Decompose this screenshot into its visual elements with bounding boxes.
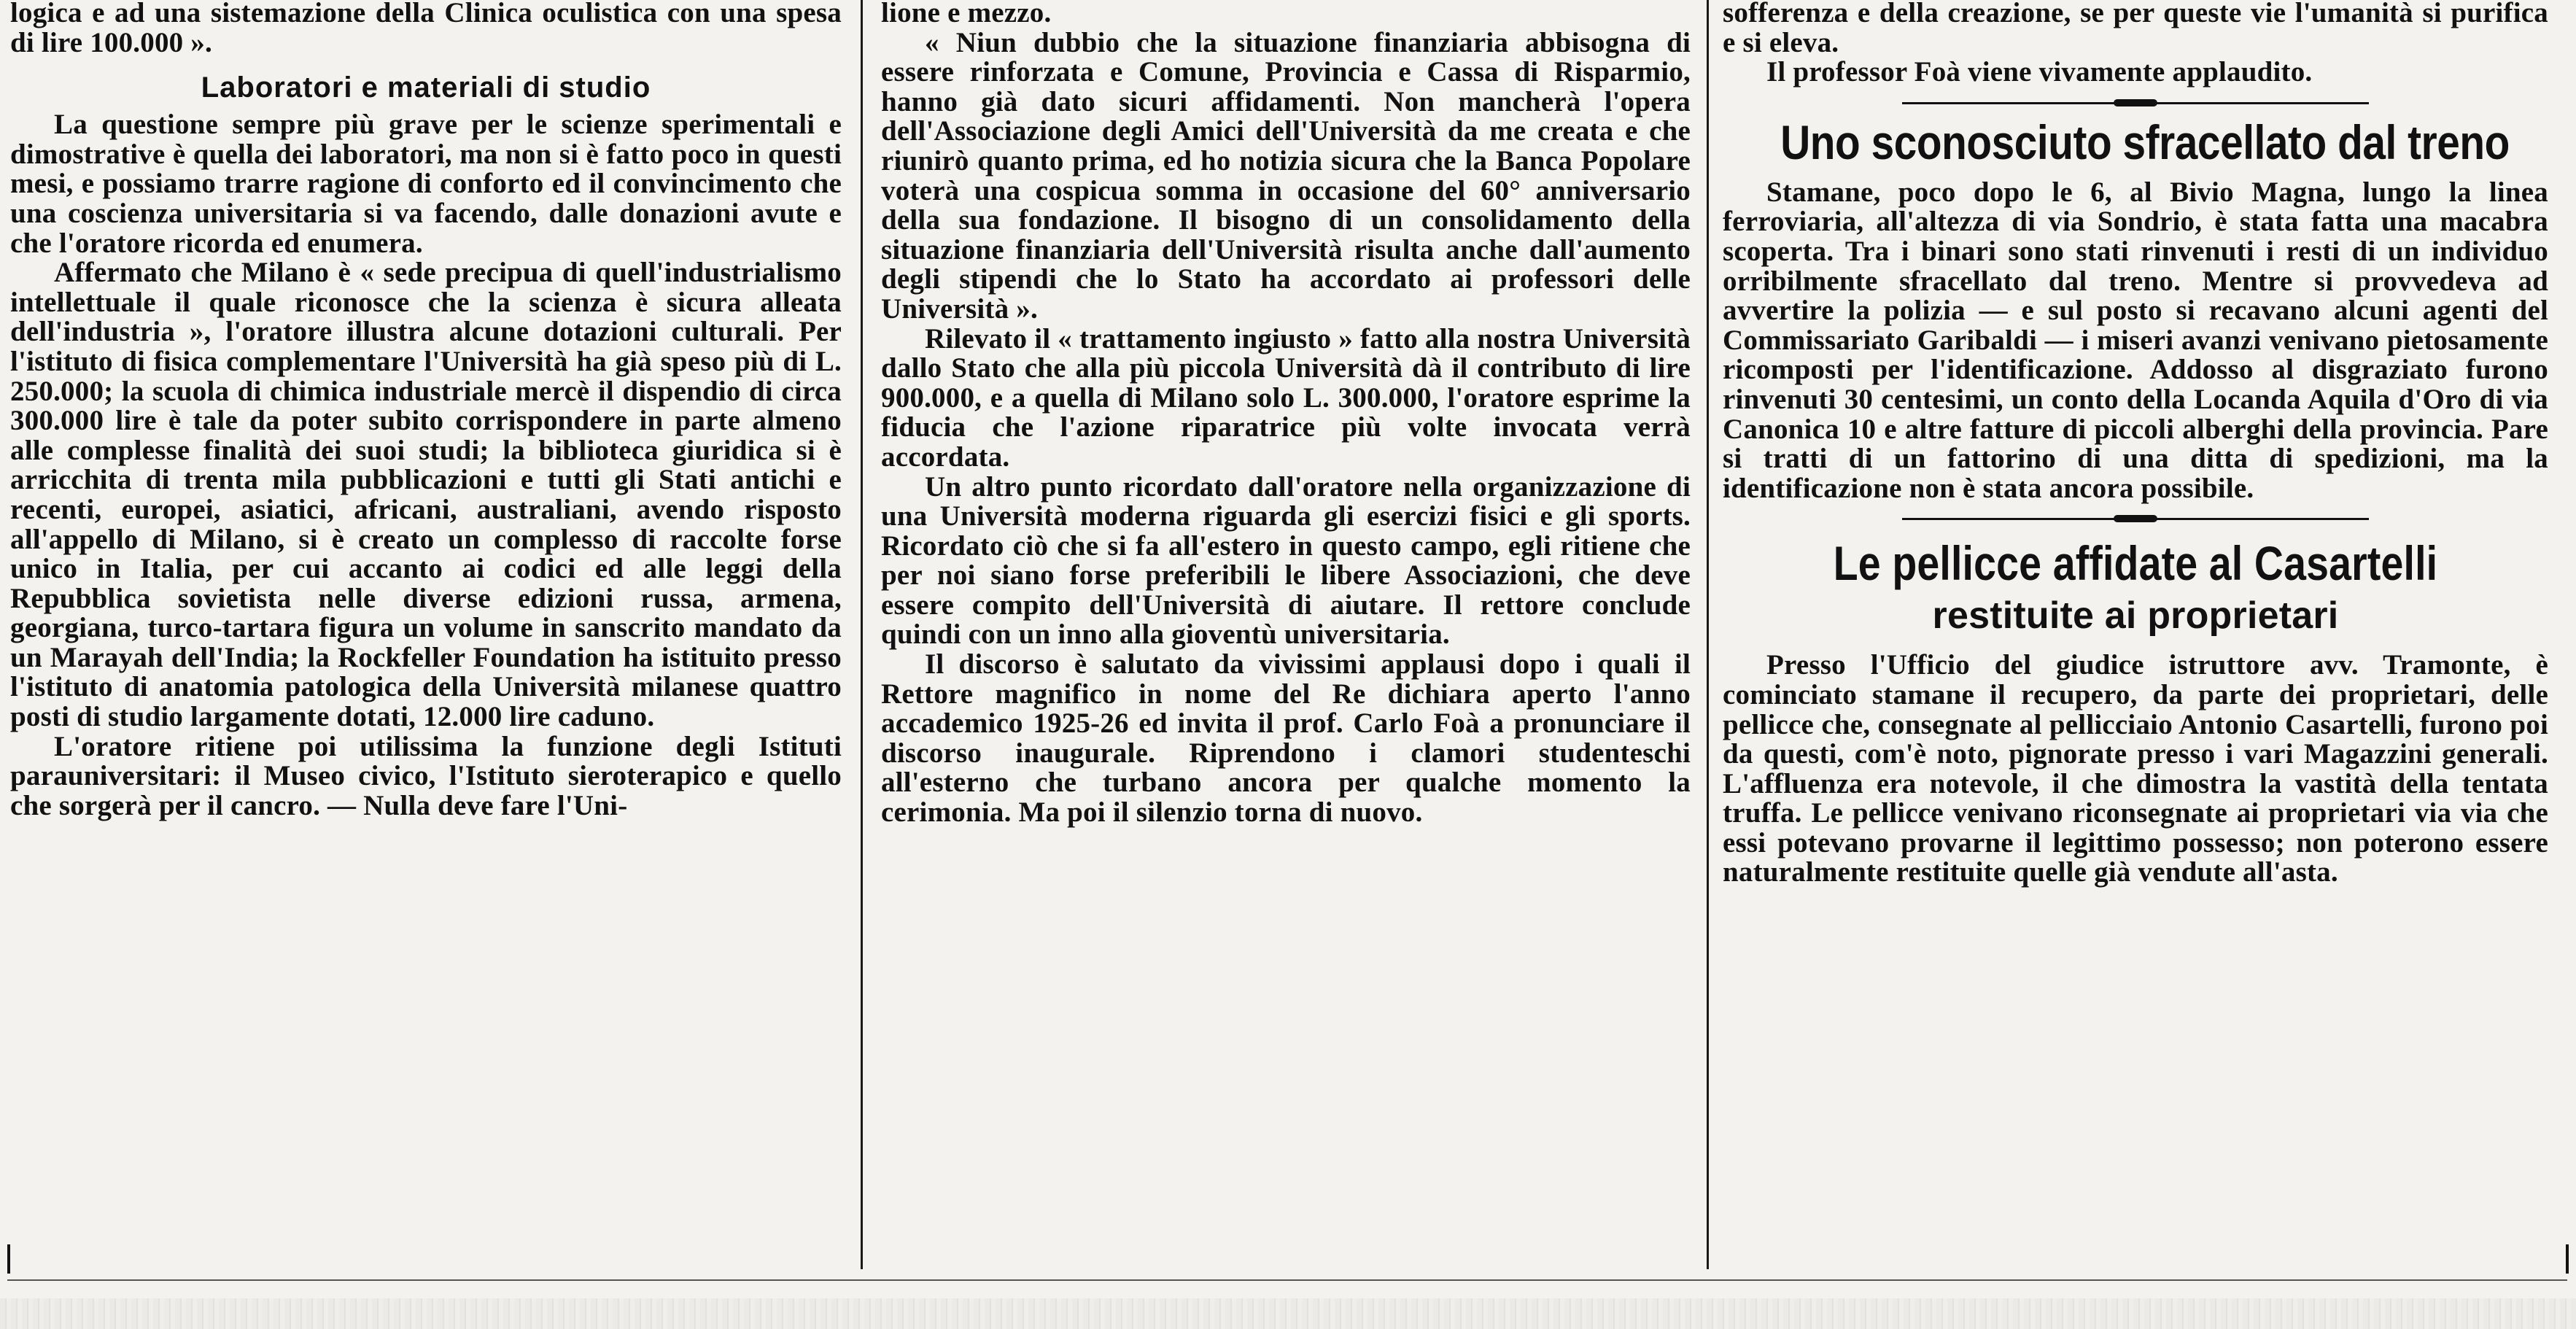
- column-middle-top-fragment: lione e mezzo.: [881, 0, 1052, 28]
- paragraph: Rilevato il « trattamento ingiusto » fatto alla nostra Università dallo Stato che alla più piccola Università dà il contributo di lire 900.000, e a quella di Milano solo L. 300.000, l'oratore esprime la fiducia che l'azione riparatrice più volte invocata verrà accordata.: [881, 322, 1691, 473]
- column-left-top-fragment: logica e ad una sistemazione della Clinica oculistica con una spesa di lire 100.000 ».: [10, 0, 842, 58]
- ornamental-divider: [1902, 514, 2369, 524]
- paragraph: Affermato che Milano è « sede precipua di quell'industrialismo intellettuale il quale riconosce che la scienza è sicura alleata dell'industria », l'oratore illustra alcune dotazioni culturali. Per l'istituto di fisica complementare l'Università ha già speso più di L. 250.000; la scuola di chimica industriale mercè il dispendio di circa 300.000 lire è tale da poter subito corrispondere in parte almeno alle complesse finalità dei suoi studi; la biblioteca giuridica si è arricchita di trenta mila pubblicazioni e tutti gli Stati antichi e recenti, europei, asiatici, africani, australiani, avendo risposto all'appello di Milano, si è creato un complesso di raccolte forse unico in Italia, per cui accanto ai codici ed alle leggi della Repubblica sovietista nelle diverse edizioni russa, armena, georgiana, turco-tartara figura un volume in sanscrito mandato da un Marayah dell'India; la Rockfeller Foundation ha istituito presso l'istituto di anatomia patologica della Università milanese quattro posti di studio largamente dotati, 12.000 lire caduno.: [10, 257, 842, 733]
- paragraph: « Niun dubbio che la situazione finanziaria abbisogna di essere rinforzata e Comune, Provincia e Cassa di Risparmio, hanno già dato sicuri affidamenti. Non mancherà l'opera dell'Associazione degli Amici dell'Università da me creata e che riunirò quanto prima, ed ho notizia sicura che la Banca Popolare voterà una cospicua somma in occasione del 60° anniversario della sua fondazione. Il bisogno di un consolidamento della situazione finanziaria dell'Università risulta anche dall'aumento degli stipendi che lo Stato ha accordato ai professori delle Università ».: [881, 26, 1691, 325]
- scan-noise-strip: [0, 1298, 2576, 1329]
- column-right: [1723, 0, 2548, 888]
- column-middle: [881, 0, 1691, 828]
- margin-mark: [7, 1244, 10, 1274]
- paragraph: L'oratore ritiene poi utilissima la funzione degli Istituti parauniversitari: il Museo civico, l'Istituto sieroterapico e quello che sorgerà per il cancro. — Nulla deve fare l'Uni-: [10, 730, 842, 821]
- section-subhead-laboratori: Laboratori e materiali di studio: [201, 71, 651, 104]
- headline-pellicce: Le pellicce affidate al Casartelli: [1833, 536, 2438, 591]
- paragraph: Il discorso è salutato da vivissimi applausi dopo i quali il Rettore magnifico in nome del Re dichiara aperto l'anno accademico 1925-26 ed invita il prof. Carlo Foà a pronunciare il discorso inaugurale. Riprendono i clamori studenteschi all'esterno che turbano ancora per qualche momento la cerimonia. Ma poi il silenzio torna di nuovo.: [881, 648, 1691, 829]
- column-rule: [861, 0, 863, 1269]
- ornamental-divider: [1902, 98, 2369, 108]
- paragraph: La questione sempre più grave per le scienze sperimentali e dimostrative è quella dei laboratori, ma non si è fatto poco in questi mesi, e possiamo trarre ragione di conforto ed il convincimento che una coscienza universitaria si va facendo, dalle donazioni avute e che l'oratore ricorda ed enumera.: [10, 109, 842, 259]
- column-rule: [1707, 0, 1709, 1269]
- margin-mark: [2566, 1244, 2569, 1274]
- paragraph: Un altro punto ricordato dall'oratore nella organizzazione di una Università moderna riguarda gli esercizi fisici e gli sports. Ricordato ciò che si fa all'estero in questo campo, egli ritiene che per noi siano forse preferibili le libere Associazioni, che deve essere compito dell'Università di aiutare. Il rettore conclude quindi con un inno alla gioventù universitaria.: [881, 470, 1691, 651]
- column-left: [10, 0, 842, 821]
- column-right-top-fragment: sofferenza e della creazione, se per queste vie l'umanità si purifica e si eleva.: [1723, 0, 2548, 58]
- article-body: Stamane, poco dopo le 6, al Bivio Magna, lungo la linea ferroviaria, all'altezza di via Sondrio, è stata fatta una macabra scoperta. Tra i binari sono stati rinvenuti i resti di un individuo orribilmente sfracellato dal treno. Mentre si provvedeva ad avvertire la polizia — e sul posto si recavano alcuni agenti del Commissariato Garibaldi — i miseri avanzi venivano pietosamente ricomposti per l'identificazione. Addosso al disgraziato furono rinvenuti 30 centesimi, un conto della Locanda Aquila d'Oro di via Canonica 10 e altre fatture di piccoli alberghi della provincia. Pare si tratti di un fattorino di una ditta di spedizioni, ma la identificazione non è stata ancora possibile.: [1723, 176, 2548, 504]
- article-body: Presso l'Ufficio del giudice istruttore avv. Tramonte, è cominciato stamane il recupero, da parte dei proprietari, delle pellicce che, consegnate al pellicciaio Antonio Casartelli, furono poi da questi, com'è noto, pignorate presso i vari Magazzini generali. L'affluenza era notevole, il che dimostra la vastità della tentata truffa. Le pellicce venivano riconsegnate ai proprietari via via che essi potevano provarne il legittimo possesso; non poterono essere naturalmente restituite quelle già vendute all'asta.: [1723, 649, 2548, 888]
- headline-sconosciuto: Uno sconosciuto sfracellato dal treno: [1780, 115, 2510, 169]
- subheadline-pellicce: restituite ai proprietari: [1932, 594, 2339, 638]
- bottom-rule: [7, 1279, 2567, 1281]
- paragraph: Il professor Foà viene vivamente applaudito.: [1766, 56, 2313, 88]
